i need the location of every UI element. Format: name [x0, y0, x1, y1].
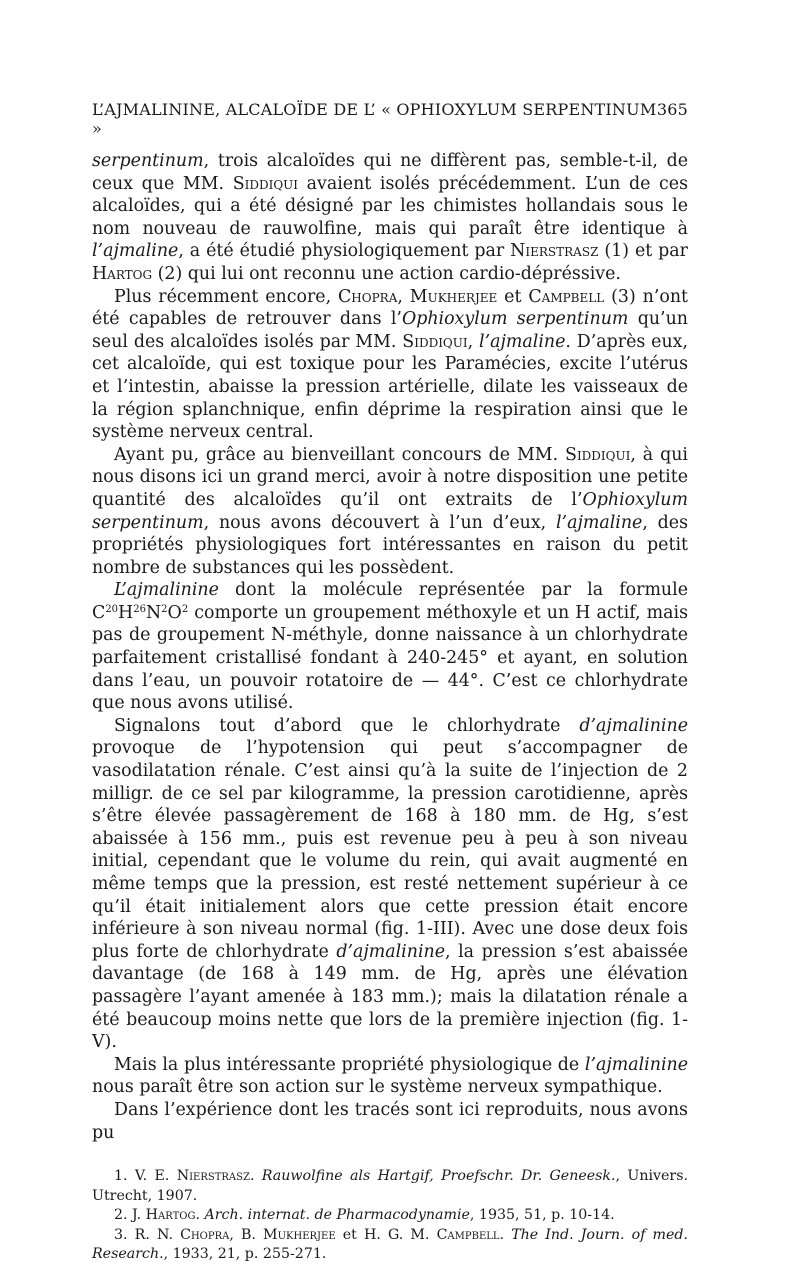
footnotes-0-run: Rauwolfine als Hartgif, Proefschr. Dr. Geneesk.: [261, 1168, 616, 1185]
paragraphs-3-run: O: [167, 602, 182, 623]
paragraph-4: [92, 579, 688, 715]
paragraphs-1-run: Mukherjee: [409, 286, 498, 307]
footnotes-1-run: .: [195, 1207, 205, 1224]
footnotes-2-run: Mukherjee: [263, 1226, 336, 1243]
footnote-3: [92, 1226, 688, 1265]
paragraphs-3-run: 2: [161, 603, 168, 615]
footnotes-1-run: Hartog: [145, 1207, 196, 1224]
paragraphs-1-run: (3): [604, 286, 636, 307]
paragraphs-4-run: provoque de l’hypotension qui peut s’accompagner de vasodilatation rénale. C’est ainsi qu’à la suite de l’injection de 2 milligr. de ce sel par kilogramme, la pression carotidienne, après s’être élevée passagèrement de 168 à 180 mm. de Hg, s’est abaissée à 156 mm., puis est revenue peu à peu à son niveau initial, cependant que le volume du rein, qui avait augmenté en même temps que la pression, est resté nettement supérieur à ce qu’il était initialement alors que cette pression était encore inférieure à son niveau normal (fig. 1-III). Avec une dose deux fois plus forte de chlorhydrate: [92, 738, 688, 962]
paragraphs-0-run: Nierstrasz: [510, 241, 599, 262]
paragraphs-0-run: (1): [598, 241, 629, 262]
footnotes-2-run: The Ind. Journ. of med. Research.: [92, 1226, 689, 1263]
paragraphs-1-run: Ophioxylum serpentinum: [401, 309, 629, 330]
paragraphs-0-run: Siddiqui: [232, 173, 299, 194]
footnotes-2-run: et H. G. M.: [335, 1226, 437, 1243]
page-number: 365: [656, 100, 688, 119]
paragraphs-1-run: Campbell: [528, 286, 605, 307]
footnotes-1-run: 2. J.: [114, 1207, 146, 1224]
running-title: L’AJMALININE, ALCALOÏDE DE L’ « OPHIOXYLUM SERPENTINUM »: [92, 100, 657, 138]
footnotes-0-run: .: [249, 1168, 262, 1185]
paragraphs-3-run: dont la molécule représentée par la formule C: [92, 580, 688, 623]
paragraphs-0-run: , a été étudié physiologiquement par: [178, 241, 511, 262]
paragraphs-5-run: nous paraît être son action sur le système nerveux sympathique.: [92, 1077, 663, 1098]
paragraphs-2-run: Ayant pu, grâce au bienveillant concours de MM.: [114, 444, 566, 465]
paragraphs-0-run: avaient isolés précédemment. L’un de ces alcaloïdes, qui a été désigné par les chimistes hollandais sous le nom nouveau de rauwolfine, mais qui paraît être identique à: [92, 173, 689, 239]
paragraph-7: [92, 1099, 688, 1144]
footnotes-2-run: 3. R. N.: [114, 1226, 181, 1243]
footnotes-1-run: Arch. internat. de Pharmacodynamie: [204, 1207, 470, 1224]
paragraphs-1-run: qu’un seul des alcaloïdes isolés par MM.: [92, 309, 688, 352]
footnote-2: [92, 1206, 688, 1226]
paragraphs-1-run: ,: [467, 331, 480, 352]
paragraphs-2-run: l’ajmaline: [555, 512, 643, 533]
paragraphs-1-run: Chopra: [337, 286, 398, 307]
footnote-1: [92, 1167, 688, 1206]
running-header: [92, 100, 688, 138]
footnotes-2-run: , 1933, 21, p. 255-271.: [163, 1246, 327, 1263]
paragraph-6: [92, 1054, 688, 1099]
paragraphs-0-run: (2): [152, 263, 183, 284]
paragraphs-2-run: , à qui nous disons ici un grand merci, avoir à notre disposition une petite quantité des alcaloïdes qu’il ont extraits de l’: [92, 444, 688, 510]
paragraphs-0-run: qui lui ont reconnu une action cardio-dépréssive.: [182, 263, 621, 284]
paragraphs-3-run: 2: [181, 603, 189, 615]
footnotes-0-run: Nierstrasz: [176, 1168, 250, 1185]
paragraphs-4-run: d’ajmalinine: [579, 715, 688, 736]
footnotes-2-run: , B.: [229, 1226, 264, 1243]
paragraphs-1-run: . D’après eux, cet alcaloïde, qui est toxique pour les Paramécies, excite l’utérus et l’intestin, abaisse la pression artérielle, dilate les vaisseaux de la région splanchnique, enfin déprime la respiration ainsi que le système nerveux central.: [92, 331, 688, 443]
paragraphs-0-run: et par: [629, 241, 688, 262]
paragraphs-1-run: Plus récemment encore,: [114, 286, 338, 307]
paragraph-3: [92, 444, 688, 580]
footnotes-0-run: , Univers. Utrecht, 1907.: [92, 1168, 688, 1204]
footnotes-2-run: Chopra: [180, 1226, 230, 1243]
footnotes-2-run: Campbell: [436, 1226, 500, 1243]
paragraphs-4-run: , la pression s’est abaissée davantage (de 168 à 149 mm. de Hg, après une élévation passagère l’ayant amenée à 183 mm.); mais la dilatation rénale a été beaucoup moins nette que lors de la première injection (fig. 1-V).: [92, 941, 688, 1053]
paragraphs-1-run: Siddiqui: [402, 331, 468, 352]
page: [92, 100, 688, 1265]
paragraphs-3-run: N: [145, 602, 162, 623]
paragraphs-0-run: Hartog: [92, 263, 153, 284]
paragraphs-2-run: , des propriétés physiologiques fort intéressantes en raison du petit nombre de substances qui les possèdent.: [92, 512, 688, 578]
paragraph-5: [92, 715, 688, 1054]
paragraphs-1-run: l’ajmaline: [479, 331, 566, 352]
paragraphs-3-run: 20: [105, 603, 119, 615]
paragraphs-3-run: 26: [133, 603, 146, 615]
paragraphs-3-run: L’ajmalinine: [114, 580, 219, 601]
paragraphs-0-run: , trois alcaloïdes qui ne diffèrent pas, semble-t-il, de ceux que MM.: [92, 151, 688, 194]
paragraphs-0-run: serpentinum: [92, 151, 204, 171]
paragraphs-3-run: H: [118, 602, 134, 623]
footnotes-1-run: , 1935, 51, p. 10-14.: [469, 1207, 615, 1224]
paragraphs-1-run: n’ont été capables de retrouver dans l’: [92, 286, 689, 330]
paragraphs-5-run: Mais la plus intéressante propriété physiologique de: [114, 1054, 585, 1075]
footnotes-2-run: .: [499, 1226, 512, 1243]
paragraphs-6-run: Dans l’expérience dont les tracés sont ici reproduits, nous avons pu: [92, 1099, 688, 1143]
paragraphs-4-run: d’ajmalinine: [336, 941, 446, 962]
footnotes-0-run: 1. V. E.: [114, 1168, 177, 1185]
paragraphs-1-run: ,: [397, 286, 410, 307]
paragraphs-5-run: l’ajmalinine: [584, 1054, 688, 1075]
paragraphs-2-run: Ophioxylum serpentinum: [92, 489, 688, 533]
paragraph-2: [92, 286, 688, 444]
paragraphs-2-run: , nous avons découvert à l’un d’eux,: [203, 512, 556, 533]
paragraph-1: [92, 150, 688, 286]
paragraphs-3-run: comporte un groupement méthoxyle et un H actif, mais pas de groupement N-méthyle, donne naissance à un chlorhydrate parfaitement cristallisé fondant à 240-245° et ayant, en solution dans l’eau, un pouvoir rotatoire de — 44°. C’est ce chlorhydrate que nous avons utilisé.: [92, 602, 688, 714]
footnotes: [92, 1167, 688, 1265]
paragraphs-1-run: et: [497, 286, 529, 307]
paragraphs-2-run: Siddiqui: [565, 444, 631, 465]
paragraphs-0-run: l’ajmaline: [92, 241, 179, 262]
article-body: [92, 150, 688, 1144]
paragraphs-4-run: Signalons tout d’abord que le chlorhydrate: [114, 715, 580, 736]
